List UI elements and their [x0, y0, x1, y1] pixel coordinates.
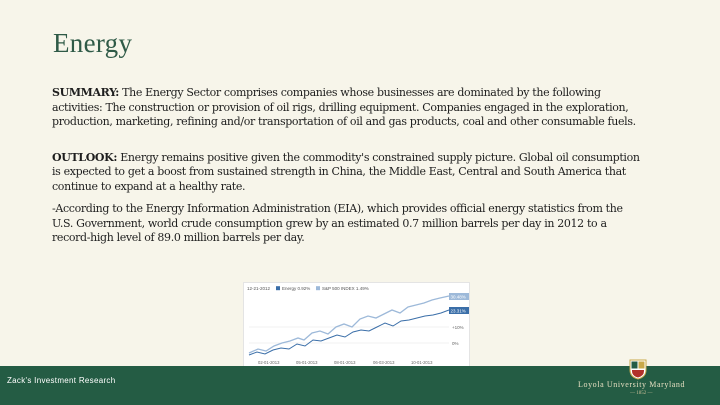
slide-title: Energy — [53, 28, 133, 58]
outlook-text: Energy remains positive given the commodity's constrained supply picture. Global oil consumption is expected to get a boost from sustained strength in China, the Middle East, Central and South America that continue to expand at a healthy rate. — [52, 150, 640, 193]
outlook-paragraph — [52, 151, 642, 195]
chart-line-energy — [249, 310, 449, 355]
outlook-bullet: -According to the Energy Information Administration (EIA), which provides official energy statistics from the U.S. Government, world crude consumption grew by an estimated 0.7 million barrels per day in 2012 to a record-high level of 89.0 million barrels per day. — [52, 202, 623, 244]
chart-legend-series-1: Energy 0.92% — [282, 286, 311, 291]
outlook-label: OUTLOOK: — [52, 150, 118, 164]
end-label-sp500: 30.48% — [450, 294, 466, 300]
university-tagline: — 1852 — — [630, 391, 653, 396]
y-tick-label: +10% — [452, 325, 464, 330]
legend-swatch-sp500 — [316, 286, 320, 290]
performance-chart-image — [243, 282, 470, 369]
performance-chart-svg — [244, 283, 469, 368]
chart-legend-date: 12-21-2012 — [247, 286, 271, 291]
chart-legend-series-2: S&P 500 INDEX 1.49% — [322, 286, 369, 291]
footer-source-text: Zack's Investment Research — [7, 376, 116, 385]
x-tick-label: 05-01-2013 — [296, 360, 318, 365]
university-wordmark: Loyola University Maryland — [578, 380, 686, 389]
summary-paragraph — [52, 86, 642, 130]
footer-bar — [0, 366, 720, 405]
x-tick-label: 06-03-2013 — [373, 360, 395, 365]
slide-body — [52, 86, 642, 246]
legend-swatch-energy — [276, 286, 280, 290]
x-tick-label: 02-01-2013 — [258, 360, 280, 365]
summary-text: The Energy Sector comprises companies whose businesses are dominated by the following activities: The construction or provision of oil rigs, drilling equipment. Companies engaged in the exploration, production, marketing, refining and/or transportation of oil and gas products, coal and other consumable fuels. — [52, 86, 636, 128]
end-label-energy: 23.31% — [450, 308, 466, 314]
chart-line-sp500 — [249, 296, 449, 353]
university-crest-icon — [629, 359, 647, 380]
y-tick-label: 0% — [452, 341, 459, 346]
x-tick-label: 08-01-2013 — [334, 360, 356, 365]
x-tick-label: 10-01-2013 — [411, 360, 433, 365]
summary-label: SUMMARY: — [52, 86, 119, 99]
